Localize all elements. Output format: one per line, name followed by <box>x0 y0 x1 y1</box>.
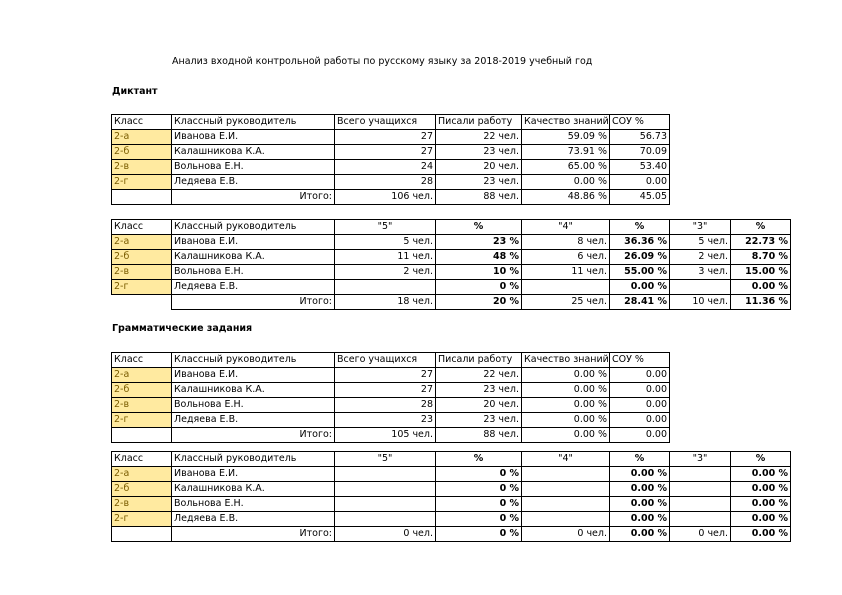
percent-cell: 0 % <box>436 497 522 512</box>
header-cell: Класс <box>112 115 172 130</box>
total-label: Итого: <box>172 527 335 542</box>
value-cell: 0.00 % <box>522 383 610 398</box>
percent-cell: 0.00 % <box>731 482 791 497</box>
value-cell: 0.00 % <box>522 413 610 428</box>
percent-cell: 0.00 % <box>610 512 670 527</box>
value-cell: 20 чел. <box>436 160 522 175</box>
class-cell: 2-в <box>112 398 172 413</box>
total-cell: 0 % <box>436 527 522 542</box>
table-row <box>112 145 670 160</box>
value-cell <box>522 467 610 482</box>
total-cell: 88 чел. <box>436 428 522 443</box>
value-cell: 3 чел. <box>670 265 731 280</box>
value-cell: 20 чел. <box>436 398 522 413</box>
total-cell: 45.05 <box>610 190 670 205</box>
percent-cell: 0.00 % <box>731 280 791 295</box>
header-cell: Классный руководитель <box>172 220 335 235</box>
value-cell <box>335 512 436 527</box>
total-cell: 0.00 % <box>610 527 670 542</box>
percent-cell: 0.00 % <box>610 497 670 512</box>
value-cell <box>335 482 436 497</box>
teacher-cell: Ледяева Е.В. <box>172 413 335 428</box>
value-cell <box>670 482 731 497</box>
value-cell: 24 <box>335 160 436 175</box>
table-row <box>112 368 670 383</box>
value-cell: 2 чел. <box>670 250 731 265</box>
percent-cell: 26.09 % <box>610 250 670 265</box>
total-cell: 18 чел. <box>335 295 436 310</box>
value-cell: 56.73 <box>610 130 670 145</box>
header-cell: Всего учащихся <box>335 353 436 368</box>
header-cell: % <box>436 220 522 235</box>
header-cell: Класс <box>112 452 172 467</box>
teacher-cell: Вольнова Е.Н. <box>172 497 335 512</box>
value-cell: 5 чел. <box>335 235 436 250</box>
class-cell: 2-б <box>112 482 172 497</box>
value-cell: 23 чел. <box>436 175 522 190</box>
class-cell: 2-г <box>112 512 172 527</box>
table-row <box>112 398 670 413</box>
total-cell: 106 чел. <box>335 190 436 205</box>
percent-cell: 0.00 % <box>610 482 670 497</box>
empty-cell <box>112 190 172 205</box>
total-cell: 0 чел. <box>522 527 610 542</box>
table-row <box>112 512 791 527</box>
class-cell: 2-г <box>112 175 172 190</box>
value-cell <box>522 280 610 295</box>
value-cell: 11 чел. <box>522 265 610 280</box>
header-cell: "4" <box>522 452 610 467</box>
total-cell: 0.00 <box>610 428 670 443</box>
value-cell <box>335 497 436 512</box>
value-cell: 27 <box>335 145 436 160</box>
value-cell: 11 чел. <box>335 250 436 265</box>
header-cell: Всего учащихся <box>335 115 436 130</box>
value-cell: 23 чел. <box>436 413 522 428</box>
value-cell: 0.00 % <box>522 398 610 413</box>
table-header-row <box>112 452 791 467</box>
percent-cell: 0 % <box>436 467 522 482</box>
teacher-cell: Ледяева Е.В. <box>172 280 335 295</box>
value-cell: 0.00 <box>610 383 670 398</box>
percent-cell: 0 % <box>436 280 522 295</box>
total-cell: 0.00 % <box>522 428 610 443</box>
percent-cell: 0.00 % <box>610 280 670 295</box>
table-row <box>112 467 791 482</box>
table-row <box>112 383 670 398</box>
value-cell <box>335 280 436 295</box>
value-cell: 6 чел. <box>522 250 610 265</box>
percent-cell: 0 % <box>436 482 522 497</box>
teacher-cell: Калашникова К.А. <box>172 145 335 160</box>
total-label: Итого: <box>172 190 335 205</box>
class-cell: 2-а <box>112 235 172 250</box>
table-row <box>112 160 670 175</box>
total-cell: 28.41 % <box>610 295 670 310</box>
value-cell: 22 чел. <box>436 368 522 383</box>
value-cell <box>522 497 610 512</box>
value-cell: 0.00 % <box>522 175 610 190</box>
header-cell: Класс <box>112 353 172 368</box>
class-cell: 2-б <box>112 250 172 265</box>
value-cell: 70.09 <box>610 145 670 160</box>
value-cell: 5 чел. <box>670 235 731 250</box>
value-cell <box>670 280 731 295</box>
grammar-summary-table <box>111 352 670 443</box>
value-cell: 27 <box>335 383 436 398</box>
value-cell: 23 чел. <box>436 383 522 398</box>
value-cell: 28 <box>335 175 436 190</box>
table-row <box>112 497 791 512</box>
percent-cell: 48 % <box>436 250 522 265</box>
value-cell: 23 <box>335 413 436 428</box>
percent-cell: 0.00 % <box>731 467 791 482</box>
header-cell: % <box>610 452 670 467</box>
teacher-cell: Ледяева Е.В. <box>172 512 335 527</box>
table-row <box>112 130 670 145</box>
percent-cell: 22.73 % <box>731 235 791 250</box>
teacher-cell: Вольнова Е.Н. <box>172 398 335 413</box>
percent-cell: 0.00 % <box>731 497 791 512</box>
total-cell: 25 чел. <box>522 295 610 310</box>
header-cell: "4" <box>522 220 610 235</box>
class-cell: 2-в <box>112 265 172 280</box>
table-row <box>112 175 670 190</box>
table-row <box>112 250 791 265</box>
value-cell: 22 чел. <box>436 130 522 145</box>
value-cell <box>335 467 436 482</box>
value-cell: 0.00 % <box>522 368 610 383</box>
teacher-cell: Вольнова Е.Н. <box>172 265 335 280</box>
header-cell: % <box>436 452 522 467</box>
value-cell: 59.09 % <box>522 130 610 145</box>
percent-cell: 36.36 % <box>610 235 670 250</box>
percent-cell: 0.00 % <box>610 467 670 482</box>
table-row <box>112 235 791 250</box>
dictation-grades-table <box>111 219 791 310</box>
total-row <box>112 428 670 443</box>
teacher-cell: Иванова Е.И. <box>172 467 335 482</box>
value-cell: 0.00 <box>610 368 670 383</box>
class-cell: 2-в <box>112 497 172 512</box>
value-cell <box>522 512 610 527</box>
table-header-row <box>112 220 791 235</box>
value-cell: 0.00 <box>610 413 670 428</box>
dictation-summary-table <box>111 114 670 205</box>
value-cell <box>522 482 610 497</box>
header-cell: "3" <box>670 452 731 467</box>
total-label: Итого: <box>172 295 335 310</box>
header-cell: Классный руководитель <box>172 452 335 467</box>
header-cell: Класс <box>112 220 172 235</box>
class-cell: 2-б <box>112 383 172 398</box>
percent-cell: 8.70 % <box>731 250 791 265</box>
teacher-cell: Иванова Е.И. <box>172 130 335 145</box>
value-cell: 0.00 <box>610 398 670 413</box>
percent-cell: 10 % <box>436 265 522 280</box>
header-cell: % <box>731 220 791 235</box>
section-heading-dictation: Диктант <box>112 86 158 97</box>
grammar-grades-table <box>111 451 791 542</box>
empty-cell <box>112 295 172 310</box>
teacher-cell: Калашникова К.А. <box>172 383 335 398</box>
header-cell: Качество знаний <box>522 353 610 368</box>
teacher-cell: Вольнова Е.Н. <box>172 160 335 175</box>
total-row <box>112 527 791 542</box>
empty-cell <box>112 527 172 542</box>
value-cell <box>670 497 731 512</box>
value-cell <box>670 512 731 527</box>
value-cell: 23 чел. <box>436 145 522 160</box>
header-cell: "5" <box>335 452 436 467</box>
header-cell: СОУ % <box>610 115 670 130</box>
class-cell: 2-а <box>112 467 172 482</box>
table-row <box>112 280 791 295</box>
table-header-row <box>112 353 670 368</box>
total-cell: 88 чел. <box>436 190 522 205</box>
teacher-cell: Калашникова К.А. <box>172 250 335 265</box>
page-title: Анализ входной контрольной работы по русскому языку за 2018-2019 учебный год <box>172 56 593 67</box>
percent-cell: 23 % <box>436 235 522 250</box>
section-heading-grammar: Грамматические задания <box>112 323 253 334</box>
class-cell: 2-г <box>112 280 172 295</box>
header-cell: СОУ % <box>610 353 670 368</box>
header-cell: "3" <box>670 220 731 235</box>
teacher-cell: Ледяева Е.В. <box>172 175 335 190</box>
total-label: Итого: <box>172 428 335 443</box>
class-cell: 2-б <box>112 145 172 160</box>
value-cell: 53.40 <box>610 160 670 175</box>
table-row <box>112 413 670 428</box>
total-row <box>112 295 791 310</box>
header-cell: Качество знаний <box>522 115 610 130</box>
table-header-row <box>112 115 670 130</box>
empty-cell <box>112 428 172 443</box>
teacher-cell: Калашникова К.А. <box>172 482 335 497</box>
class-cell: 2-а <box>112 130 172 145</box>
header-cell: "5" <box>335 220 436 235</box>
value-cell <box>670 467 731 482</box>
class-cell: 2-в <box>112 160 172 175</box>
total-cell: 0 чел. <box>670 527 731 542</box>
value-cell: 73.91 % <box>522 145 610 160</box>
total-cell: 20 % <box>436 295 522 310</box>
teacher-cell: Иванова Е.И. <box>172 235 335 250</box>
value-cell: 2 чел. <box>335 265 436 280</box>
percent-cell: 15.00 % <box>731 265 791 280</box>
total-row <box>112 190 670 205</box>
total-cell: 10 чел. <box>670 295 731 310</box>
value-cell: 0.00 <box>610 175 670 190</box>
class-cell: 2-г <box>112 413 172 428</box>
header-cell: Писали работу <box>436 115 522 130</box>
value-cell: 27 <box>335 368 436 383</box>
header-cell: % <box>610 220 670 235</box>
value-cell: 65.00 % <box>522 160 610 175</box>
class-cell: 2-а <box>112 368 172 383</box>
total-cell: 0 чел. <box>335 527 436 542</box>
percent-cell: 0.00 % <box>731 512 791 527</box>
value-cell: 8 чел. <box>522 235 610 250</box>
percent-cell: 55.00 % <box>610 265 670 280</box>
table-row <box>112 482 791 497</box>
percent-cell: 0 % <box>436 512 522 527</box>
total-cell: 11.36 % <box>731 295 791 310</box>
table-row <box>112 265 791 280</box>
teacher-cell: Иванова Е.И. <box>172 368 335 383</box>
header-cell: Классный руководитель <box>172 353 335 368</box>
total-cell: 48.86 % <box>522 190 610 205</box>
total-cell: 105 чел. <box>335 428 436 443</box>
header-cell: Писали работу <box>436 353 522 368</box>
header-cell: Классный руководитель <box>172 115 335 130</box>
value-cell: 28 <box>335 398 436 413</box>
header-cell: % <box>731 452 791 467</box>
value-cell: 27 <box>335 130 436 145</box>
total-cell: 0.00 % <box>731 527 791 542</box>
